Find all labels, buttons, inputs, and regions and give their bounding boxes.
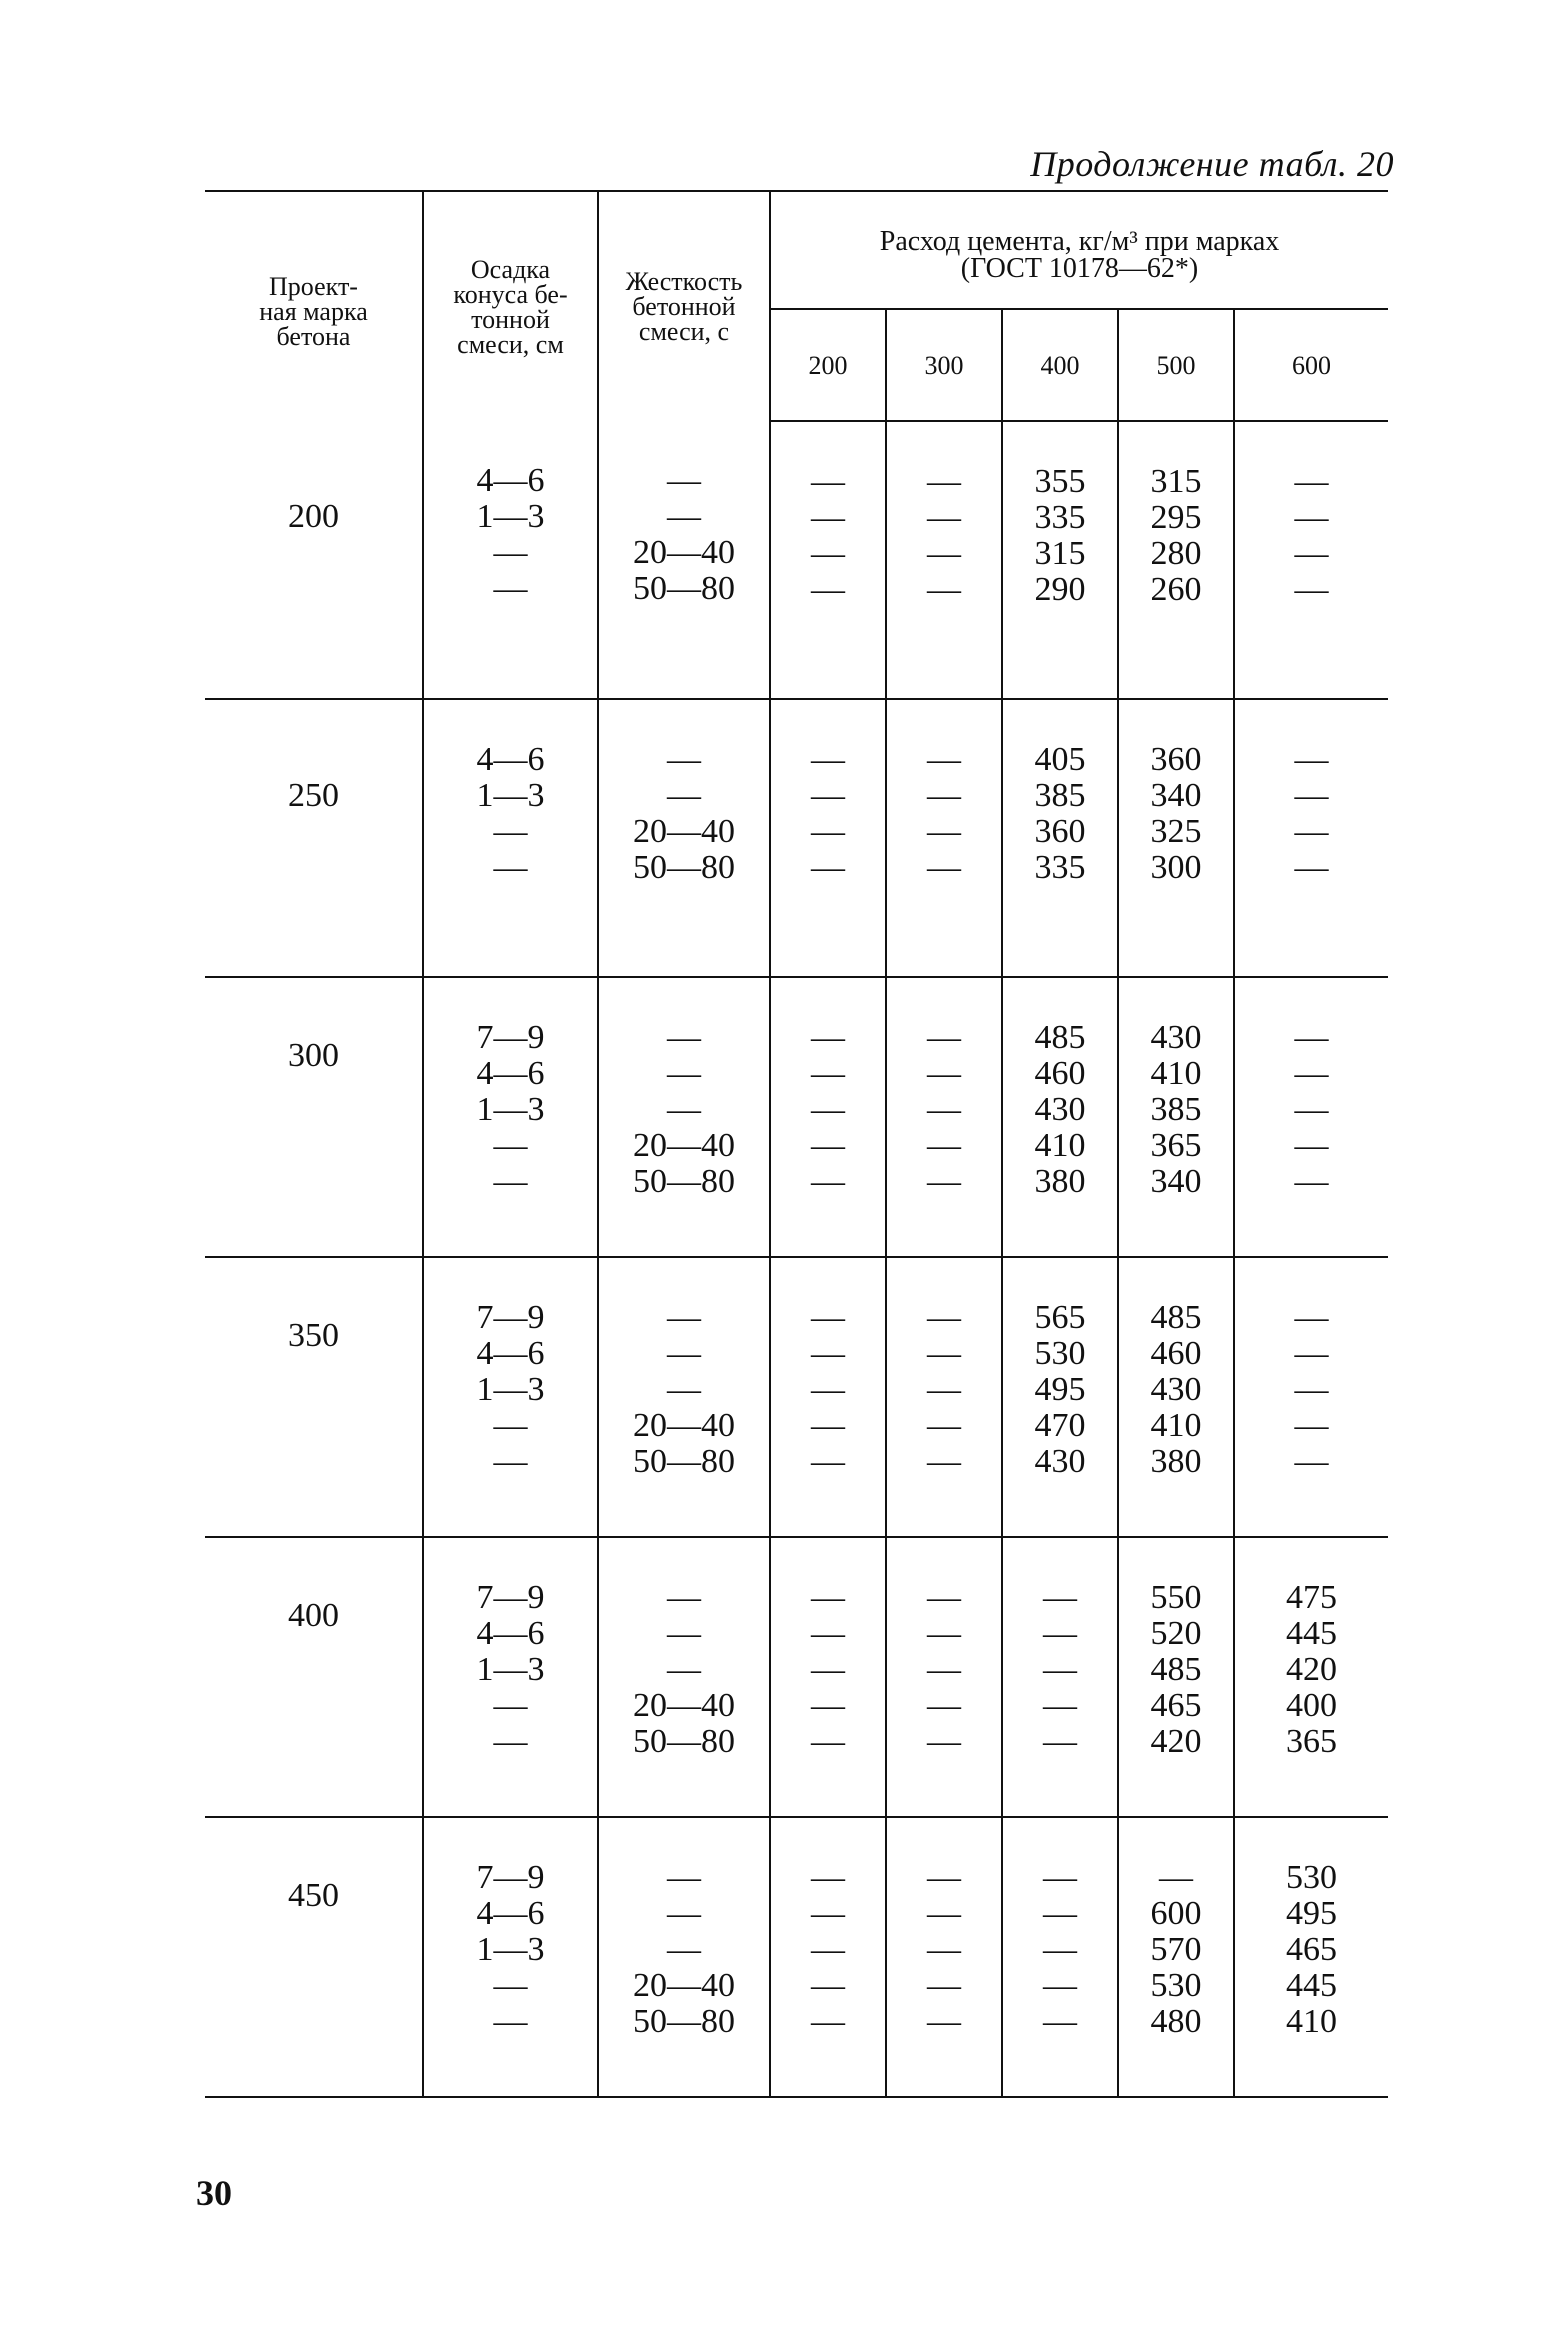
cement-400-value: 335 <box>1034 499 1086 536</box>
cement-500-value: 380 <box>1150 1443 1202 1480</box>
cement-600-value: 445 <box>1286 1967 1338 2004</box>
cement-500-value: 485 <box>1150 1299 1202 1336</box>
cement-500-value: 430 <box>1150 1019 1202 1056</box>
cement-400-cell <box>1002 1257 1118 1537</box>
cement-200-cell <box>770 699 886 977</box>
stiffness-value: — <box>667 1091 701 1128</box>
cement-200-value: — <box>811 1723 845 1760</box>
cement-300-value: — <box>927 1651 961 1688</box>
stiffness-value: — <box>667 777 701 814</box>
slump-value: — <box>493 570 528 607</box>
cement-600-value: — <box>1294 1091 1329 1128</box>
cement-300-value: — <box>927 849 961 886</box>
stiffness-value: — <box>667 1579 701 1616</box>
cement-600-value: — <box>1294 463 1329 500</box>
cement-200-value: — <box>811 777 845 814</box>
cement-200-value: — <box>811 1579 845 1616</box>
concrete-grade-cell <box>205 421 423 699</box>
slump-cell <box>423 1257 598 1537</box>
cement-500-cell <box>1118 1257 1234 1537</box>
cement-400-value: — <box>1043 2003 1077 2040</box>
cement-300-value: — <box>927 777 961 814</box>
cement-500-value: 300 <box>1150 849 1202 886</box>
cement-300-value: — <box>927 1055 961 1092</box>
cement-400-value: 430 <box>1034 1091 1086 1128</box>
concrete-grade-value: 250 <box>288 777 339 814</box>
cement-300-value: — <box>927 1163 961 1200</box>
cement-500-value: 520 <box>1150 1615 1202 1652</box>
cement-500-value: 430 <box>1150 1371 1202 1408</box>
cement-500-value: 480 <box>1150 2003 1202 2040</box>
cement-200-value: — <box>811 813 845 850</box>
cement-600-value: — <box>1294 741 1329 778</box>
cement-600-value: 475 <box>1286 1579 1338 1616</box>
cement-600-value: — <box>1294 849 1329 886</box>
cement-400-value: 470 <box>1034 1407 1086 1444</box>
cement-200-value: — <box>811 1687 845 1724</box>
cement-400-value: — <box>1043 1895 1077 1932</box>
table-row <box>205 421 1388 699</box>
stiffness-value: — <box>667 741 701 778</box>
slump-value: 7—9 <box>476 1859 545 1896</box>
stiffness-value: — <box>667 1615 701 1652</box>
slump-value: — <box>493 1407 528 1444</box>
cement-200-value: — <box>811 463 845 500</box>
concrete-grade-value: 400 <box>288 1597 339 1634</box>
slump-value: — <box>493 1723 528 1760</box>
cement-500-value: 485 <box>1150 1651 1202 1688</box>
slump-value: 7—9 <box>476 1579 545 1616</box>
cement-200-value: — <box>811 1371 845 1408</box>
stiffness-value: 50—80 <box>633 1443 735 1480</box>
header-cement-grade-300: 300 <box>886 309 1002 421</box>
stiffness-value: 20—40 <box>633 1967 735 2004</box>
slump-value: — <box>493 534 528 571</box>
cement-400-cell <box>1002 1817 1118 2097</box>
cement-600-value: 420 <box>1286 1651 1338 1688</box>
cement-500-value: — <box>1159 1859 1193 1896</box>
stiffness-value: — <box>667 1651 701 1688</box>
slump-value: 4—6 <box>476 1055 545 1092</box>
cement-400-value: 530 <box>1034 1335 1086 1372</box>
slump-value: 7—9 <box>476 1019 545 1056</box>
cement-500-value: 530 <box>1150 1967 1202 2004</box>
slump-value: 4—6 <box>476 462 545 499</box>
cement-500-cell <box>1118 421 1234 699</box>
cement-200-value: — <box>811 1163 845 1200</box>
cement-300-value: — <box>927 1579 961 1616</box>
cement-500-value: 570 <box>1150 1931 1202 1968</box>
stiffness-value: — <box>667 1371 701 1408</box>
cement-400-value: — <box>1043 1651 1077 1688</box>
cement-500-value: 410 <box>1150 1055 1202 1092</box>
table-row <box>205 977 1388 1257</box>
cement-400-value: 335 <box>1034 849 1086 886</box>
cement-400-value: 460 <box>1034 1055 1086 1092</box>
stiffness-value: — <box>667 1335 701 1372</box>
cement-200-value: — <box>811 1651 845 1688</box>
cement-400-value: 495 <box>1034 1371 1086 1408</box>
table-row <box>205 1537 1388 1817</box>
slump-value: 1—3 <box>476 1091 545 1128</box>
cement-600-value: 400 <box>1286 1687 1338 1724</box>
cement-500-value: 260 <box>1150 571 1202 608</box>
cement-500-value: 600 <box>1150 1895 1202 1932</box>
slump-value: 1—3 <box>476 1651 545 1688</box>
cement-600-value: — <box>1294 1371 1329 1408</box>
cement-500-value: 465 <box>1150 1687 1202 1724</box>
cement-consumption-table <box>205 190 1388 2098</box>
slump-cell <box>423 421 598 699</box>
header-concrete-grade: Проект- ная марка бетона <box>205 191 423 421</box>
header-cement-grade-600: 600 <box>1234 309 1388 421</box>
cement-300-value: — <box>927 499 961 536</box>
cement-400-value: 430 <box>1034 1443 1086 1480</box>
slump-value: 4—6 <box>476 1895 545 1932</box>
stiffness-value: 50—80 <box>633 570 735 607</box>
stiffness-value: 20—40 <box>633 1687 735 1724</box>
cement-600-value: — <box>1294 777 1329 814</box>
concrete-grade-value: 450 <box>288 1877 339 1914</box>
slump-cell <box>423 699 598 977</box>
cement-200-value: — <box>811 1091 845 1128</box>
cement-300-value: — <box>927 1299 961 1336</box>
table-row <box>205 1817 1388 2097</box>
stiffness-value: — <box>667 1299 701 1336</box>
cement-200-value: — <box>811 849 845 886</box>
cement-600-value: — <box>1294 1019 1329 1056</box>
stiffness-value: — <box>667 1931 701 1968</box>
cement-300-value: — <box>927 1859 961 1896</box>
cement-400-cell <box>1002 699 1118 977</box>
concrete-grade-cell <box>205 1817 423 2097</box>
slump-value: 1—3 <box>476 1931 545 1968</box>
cement-300-cell <box>886 1257 1002 1537</box>
slump-value: — <box>493 1443 528 1480</box>
cement-600-value: — <box>1294 1127 1329 1164</box>
header-cement-grade-400: 400 <box>1002 309 1118 421</box>
slump-value: — <box>493 2003 528 2040</box>
cement-300-value: — <box>927 1967 961 2004</box>
slump-value: 1—3 <box>476 498 545 535</box>
slump-value: 4—6 <box>476 1615 545 1652</box>
page-number: 30 <box>196 2173 232 2213</box>
cement-300-value: — <box>927 741 961 778</box>
cement-300-value: — <box>927 1407 961 1444</box>
cement-300-value: — <box>927 1931 961 1968</box>
concrete-grade-cell <box>205 699 423 977</box>
header-cement-grade-200: 200 <box>770 309 886 421</box>
cement-600-cell <box>1234 977 1388 1257</box>
cement-600-value: — <box>1294 1055 1329 1092</box>
concrete-grade-value: 200 <box>288 498 339 535</box>
slump-value: — <box>493 1127 528 1164</box>
cement-400-value: 380 <box>1034 1163 1086 1200</box>
slump-value: — <box>493 1163 528 1200</box>
slump-cell <box>423 1817 598 2097</box>
cement-200-cell <box>770 1537 886 1817</box>
cement-500-value: 325 <box>1150 813 1202 850</box>
cement-600-value: — <box>1294 1299 1329 1336</box>
cement-600-value: 495 <box>1286 1895 1338 1932</box>
cement-200-cell <box>770 421 886 699</box>
cement-400-value: — <box>1043 1687 1077 1724</box>
cement-500-value: 280 <box>1150 535 1202 572</box>
cement-300-value: — <box>927 1127 961 1164</box>
cement-500-value: 410 <box>1150 1407 1202 1444</box>
cement-200-cell <box>770 1817 886 2097</box>
cement-400-value: — <box>1043 1931 1077 1968</box>
cement-400-value: — <box>1043 1579 1077 1616</box>
stiffness-cell <box>598 421 770 699</box>
slump-value: — <box>493 1687 528 1724</box>
cement-500-cell <box>1118 1817 1234 2097</box>
cement-400-value: 565 <box>1034 1299 1086 1336</box>
stiffness-value: — <box>667 1859 701 1896</box>
cement-400-value: 355 <box>1034 463 1086 500</box>
header-cement-consumption: Расход цемента, кг/м³ при марках (ГОСТ 10178—62*) <box>770 191 1388 309</box>
cement-600-value: 465 <box>1286 1931 1338 1968</box>
cement-300-value: — <box>927 1091 961 1128</box>
stiffness-value: — <box>667 1055 701 1092</box>
slump-value: 4—6 <box>476 741 545 778</box>
cement-400-value: 485 <box>1034 1019 1086 1056</box>
cement-600-value: 445 <box>1286 1615 1338 1652</box>
stiffness-value: — <box>667 1019 701 1056</box>
stiffness-cell <box>598 977 770 1257</box>
cement-400-value: 290 <box>1034 571 1086 608</box>
cement-200-value: — <box>811 1967 845 2004</box>
cement-500-value: 385 <box>1150 1091 1202 1128</box>
cement-300-value: — <box>927 2003 961 2040</box>
cement-500-value: 340 <box>1150 1163 1202 1200</box>
table-caption: Продолжение табл. 20 <box>1030 144 1394 184</box>
cement-200-value: — <box>811 1859 845 1896</box>
cement-300-value: — <box>927 1615 961 1652</box>
cement-300-cell <box>886 977 1002 1257</box>
cement-600-value: — <box>1294 499 1329 536</box>
cement-400-cell <box>1002 1537 1118 1817</box>
stiffness-value: 50—80 <box>633 849 735 886</box>
cement-500-cell <box>1118 699 1234 977</box>
stiffness-value: 50—80 <box>633 2003 735 2040</box>
stiffness-value: 50—80 <box>633 1163 735 1200</box>
stiffness-value: 20—40 <box>633 534 735 571</box>
concrete-grade-cell <box>205 977 423 1257</box>
slump-cell <box>423 1537 598 1817</box>
table-body <box>205 421 1388 2097</box>
slump-value: 7—9 <box>476 1299 545 1336</box>
header-cement-grade-500: 500 <box>1118 309 1234 421</box>
stiffness-cell <box>598 1257 770 1537</box>
cement-200-cell <box>770 1257 886 1537</box>
cement-200-value: — <box>811 2003 845 2040</box>
stiffness-value: 20—40 <box>633 1407 735 1444</box>
table-row <box>205 699 1388 977</box>
cement-300-value: — <box>927 571 961 608</box>
cement-300-value: — <box>927 1895 961 1932</box>
cement-400-cell <box>1002 977 1118 1257</box>
cement-600-value: 365 <box>1286 1723 1338 1760</box>
slump-value: 1—3 <box>476 777 545 814</box>
cement-300-value: — <box>927 1443 961 1480</box>
cement-200-value: — <box>811 535 845 572</box>
cement-500-cell <box>1118 1537 1234 1817</box>
cement-200-value: — <box>811 1127 845 1164</box>
cement-300-value: — <box>927 1687 961 1724</box>
cement-600-cell <box>1234 1817 1388 2097</box>
concrete-grade-value: 350 <box>288 1317 339 1354</box>
cement-200-value: — <box>811 1931 845 1968</box>
cement-600-value: — <box>1294 1443 1329 1480</box>
cement-500-value: 365 <box>1150 1127 1202 1164</box>
header-slump: Осадка конуса бе- тонной смеси, см <box>423 191 598 421</box>
cement-200-value: — <box>811 1299 845 1336</box>
cement-200-value: — <box>811 741 845 778</box>
cement-300-cell <box>886 1817 1002 2097</box>
cement-600-cell <box>1234 421 1388 699</box>
cement-500-cell <box>1118 977 1234 1257</box>
cement-300-value: — <box>927 463 961 500</box>
cement-600-value: 530 <box>1286 1859 1338 1896</box>
cement-400-cell <box>1002 421 1118 699</box>
slump-value: — <box>493 1967 528 2004</box>
cement-600-value: — <box>1294 813 1329 850</box>
cement-400-value: — <box>1043 1723 1077 1760</box>
cement-300-cell <box>886 699 1002 977</box>
cement-200-value: — <box>811 499 845 536</box>
stiffness-value: 50—80 <box>633 1723 735 1760</box>
cement-200-value: — <box>811 1443 845 1480</box>
cement-200-value: — <box>811 1055 845 1092</box>
cement-500-value: 420 <box>1150 1723 1202 1760</box>
cement-600-value: — <box>1294 1407 1329 1444</box>
cement-400-value: 360 <box>1034 813 1086 850</box>
cement-500-value: 360 <box>1150 741 1202 778</box>
cement-300-value: — <box>927 813 961 850</box>
stiffness-cell <box>598 1817 770 2097</box>
cement-300-cell <box>886 1537 1002 1817</box>
cement-400-value: 315 <box>1034 535 1086 572</box>
cement-600-cell <box>1234 699 1388 977</box>
cement-200-value: — <box>811 1615 845 1652</box>
stiffness-value: — <box>667 1895 701 1932</box>
cement-200-cell <box>770 977 886 1257</box>
cement-500-value: 315 <box>1150 463 1202 500</box>
cement-200-value: — <box>811 571 845 608</box>
stiffness-value: 20—40 <box>633 1127 735 1164</box>
cement-400-value: 410 <box>1034 1127 1086 1164</box>
cement-600-value: 410 <box>1286 2003 1338 2040</box>
table-row <box>205 1257 1388 1537</box>
cement-500-value: 460 <box>1150 1335 1202 1372</box>
concrete-grade-cell <box>205 1257 423 1537</box>
header-stiffness: Жесткость бетонной смеси, с <box>598 191 770 421</box>
cement-600-value: — <box>1294 571 1329 608</box>
cement-300-value: — <box>927 1019 961 1056</box>
concrete-grade-cell <box>205 1537 423 1817</box>
slump-value: — <box>493 849 528 886</box>
stiffness-cell <box>598 1537 770 1817</box>
concrete-grade-value: 300 <box>288 1037 339 1074</box>
slump-cell <box>423 977 598 1257</box>
cement-200-value: — <box>811 1895 845 1932</box>
cement-300-cell <box>886 421 1002 699</box>
slump-value: 1—3 <box>476 1371 545 1408</box>
cement-300-value: — <box>927 1723 961 1760</box>
cement-300-value: — <box>927 1335 961 1372</box>
stiffness-value: — <box>667 498 701 535</box>
cement-600-value: — <box>1294 1163 1329 1200</box>
stiffness-value: 20—40 <box>633 813 735 850</box>
cement-400-value: — <box>1043 1859 1077 1896</box>
cement-500-value: 550 <box>1150 1579 1202 1616</box>
stiffness-value: — <box>667 462 701 499</box>
slump-value: 4—6 <box>476 1335 545 1372</box>
cement-600-value: — <box>1294 535 1329 572</box>
cement-300-value: — <box>927 535 961 572</box>
cement-500-value: 295 <box>1150 499 1202 536</box>
stiffness-cell <box>598 699 770 977</box>
cement-300-value: — <box>927 1371 961 1408</box>
cement-500-value: 340 <box>1150 777 1202 814</box>
cement-200-value: — <box>811 1019 845 1056</box>
cement-200-value: — <box>811 1407 845 1444</box>
cement-400-value: 405 <box>1034 741 1086 778</box>
cement-200-value: — <box>811 1335 845 1372</box>
cement-600-value: — <box>1294 1335 1329 1372</box>
cement-600-cell <box>1234 1257 1388 1537</box>
cement-400-value: — <box>1043 1967 1077 2004</box>
slump-value: — <box>493 813 528 850</box>
cement-400-value: 385 <box>1034 777 1086 814</box>
cement-400-value: — <box>1043 1615 1077 1652</box>
cement-600-cell <box>1234 1537 1388 1817</box>
